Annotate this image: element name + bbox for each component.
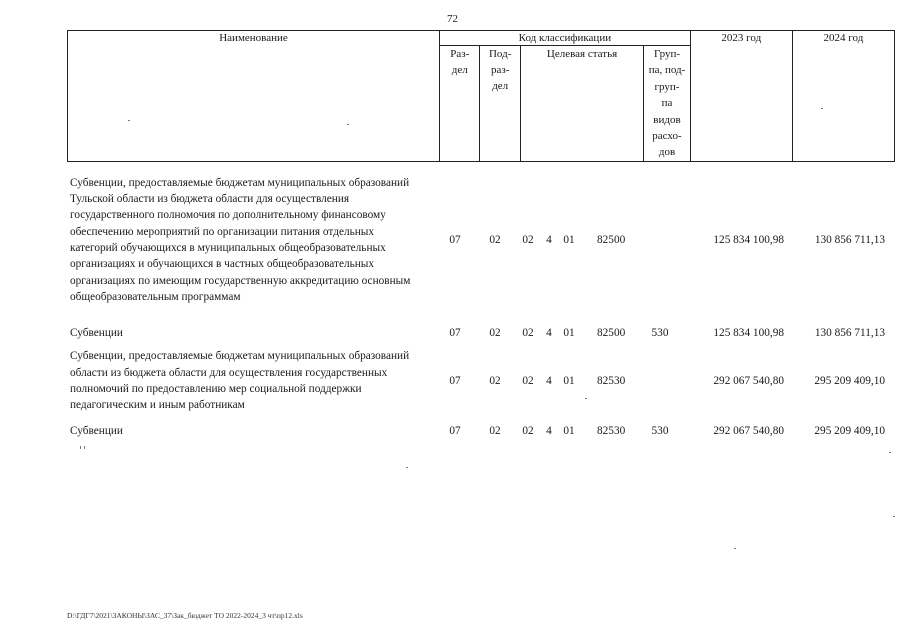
row-amount-2023: 125 834 100,98: [713, 234, 784, 246]
scan-speck: [128, 120, 130, 121]
row-razdel: 07: [449, 234, 461, 246]
row-target-part3: 01: [563, 234, 575, 246]
scan-speck: [80, 446, 81, 449]
page-number: 72: [447, 13, 458, 25]
row-amount-2023: 292 067 540,80: [713, 375, 784, 387]
row-target-part2: 4: [546, 425, 552, 437]
row-target-part4: 82500: [597, 327, 626, 339]
row-name: Субвенции, предоставляемые бюджетам муниципальных образований области из бюджета области для осуществления государственных полномочий по предоставлению мер социальной поддержки педагогическим и иным работникам: [70, 350, 410, 412]
header-name: Наименование: [68, 31, 440, 162]
row-target-part4: 82500: [597, 234, 626, 246]
scan-speck: [821, 108, 823, 109]
header-year-2024: 2024 год: [792, 31, 894, 162]
row-vr: 530: [651, 327, 669, 339]
row-name: Субвенции: [70, 326, 123, 339]
header-vr: Груп- па, под- груп- па видов расхо- дов: [644, 46, 691, 162]
scan-speck: [347, 124, 349, 125]
row-name: Субвенции: [70, 424, 123, 437]
row-target-part4: 82530: [597, 375, 626, 387]
row-razdel: 07: [449, 327, 461, 339]
row-podrazdel: 02: [489, 234, 501, 246]
table-row: [67, 347, 895, 415]
row-target-part3: 01: [563, 425, 575, 437]
scan-speck: [893, 516, 895, 517]
header-code-group: Код классификации: [440, 31, 691, 46]
table-row: [67, 415, 895, 447]
row-podrazdel: 02: [489, 327, 501, 339]
table-row: [67, 161, 895, 319]
table-body: [67, 161, 895, 447]
row-amount-2023: 125 834 100,98: [713, 327, 784, 339]
row-target-part1: 02: [522, 234, 534, 246]
row-razdel: 07: [449, 425, 461, 437]
row-target-part3: 01: [563, 327, 575, 339]
row-amount-2024: 295 209 409,10: [814, 425, 885, 437]
row-podrazdel: 02: [489, 425, 501, 437]
header-year-2023: 2023 год: [690, 31, 792, 162]
scan-speck: [84, 446, 85, 449]
header-podrazdel: Под- раз- дел: [480, 46, 520, 162]
table-row: [67, 319, 895, 347]
row-target-part2: 4: [546, 327, 552, 339]
row-name: Субвенции, предоставляемые бюджетам муниципальных образований Тульской области из бюджета области для осуществления государственного полномочия по дополнительному финансовому обеспечению мероприятий по организации питания отдельных категорий обучающихся в муниципальных общеобразовательных организациях и обучающихся в частных общеобразовательных организациях по имеющим государственную аккредитацию основным общеобразовательным программам: [70, 176, 411, 303]
scan-speck: [889, 452, 891, 453]
row-amount-2024: 130 856 711,13: [814, 234, 885, 246]
row-target-part3: 01: [563, 375, 575, 387]
header-razdel: Раз- дел: [440, 46, 480, 162]
row-razdel: 07: [449, 375, 461, 387]
row-vr: 530: [651, 425, 669, 437]
row-podrazdel: 02: [489, 375, 501, 387]
table-header: [67, 30, 895, 162]
row-amount-2024: 130 856 711,13: [814, 327, 885, 339]
footer-file-path: D:\ГДГ7\2021\ЗАКОНЫ\ЗАС_37\Зак_бюджет ТО 2022-2024_3 чт\пр12.xls: [67, 611, 303, 620]
scan-speck: [734, 548, 736, 549]
row-target-part2: 4: [546, 234, 552, 246]
scan-speck: [406, 467, 408, 468]
row-target-part1: 02: [522, 327, 534, 339]
scan-speck: [585, 398, 587, 399]
row-target-part1: 02: [522, 425, 534, 437]
row-amount-2023: 292 067 540,80: [713, 425, 784, 437]
row-target-part2: 4: [546, 375, 552, 387]
row-amount-2024: 295 209 409,10: [814, 375, 885, 387]
header-target: Целевая статья: [520, 46, 643, 162]
row-target-part1: 02: [522, 375, 534, 387]
row-target-part4: 82530: [597, 425, 626, 437]
